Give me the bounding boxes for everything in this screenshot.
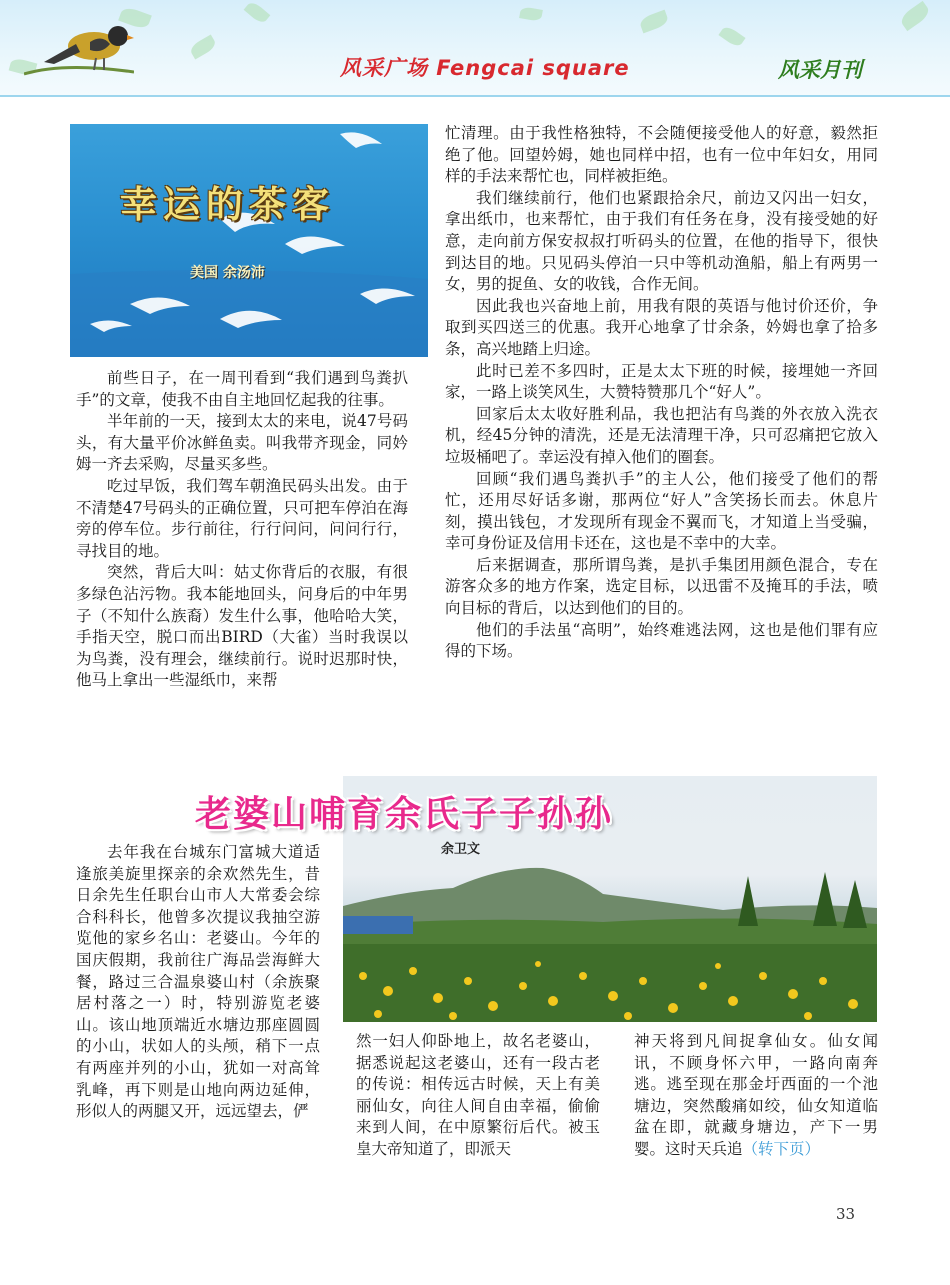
paragraph: 前些日子，在一周刊看到“我们遇到鸟粪扒手”的文章，使我不由自主地回忆起我的往事。 — [76, 369, 408, 409]
paragraph: 因此我也兴奋地上前，用我有限的英语与他讨价还价，争取到买四送三的优惠。我开心地拿了廿余条，妗姆也拿了拾多条，高兴地踏上归途。 — [445, 296, 878, 358]
leaf-decoration — [898, 1, 932, 31]
paragraph: 去年我在台城东门富城大道适逢旅美旋里探亲的余欢然先生，昔日余先生任职台山市人大常委会综合科科长，他曾多次提议我抽空游览他的家乡名山：老婆山。今年的国庆假期，我前往广海品尝海鲜大餐，路过三合温泉婆山村（余族聚居村落之一）时，特别游览老婆山。该山地顶端近水塘边那座圆圆的小山，状如人的头颅，稍下一点有两座并列的小山，犹如一对高耸乳峰，再下则是山地向两边延伸，形似人的两腿又开，远远望去，俨 — [76, 843, 320, 1121]
article1-author: 美国 余汤沛 — [190, 265, 265, 281]
paragraph: 我们继续前行，他们也紧跟拾余尺，前边又闪出一妇女，拿出纸巾，也来帮忙，由于我们有任务在身，没有接受她的好意，走向前方保安叔叔打听码头的位置，在他的指导下，很快到达目的地。只见码头停泊一只中等机动渔船，船上有两男一女，男的捉鱼、女的收钱，合作无间。 — [445, 188, 878, 294]
seagulls-image — [70, 124, 428, 357]
paragraph-continuation — [634, 1031, 878, 1161]
magazine-name: 风采月刊 — [778, 58, 862, 82]
paragraph-text: 神天将到凡间捉拿仙女。仙女闻讯，不顾身怀六甲，一路向南奔逃。逃至现在那金圩西面的一个池塘边，突然酸痛如绞，仙女知道临盆在即，就藏身塘边，产下一男婴。这时天兵追 — [634, 1032, 878, 1158]
continued-next-page-link[interactable]: （转下页） — [742, 1139, 821, 1158]
leaf-decoration — [188, 34, 218, 59]
section-title: 风采广场 Fengcai square — [340, 56, 630, 80]
bird-icon — [24, 14, 134, 84]
leaf-decoration — [638, 10, 669, 34]
paragraph: 此时已差不多四时，正是太太下班的时候，接埋她一齐回家，一路上谈笑风生，大赞特赞那几个“好人”。 — [445, 361, 878, 402]
leaf-decoration — [244, 0, 271, 25]
article1-banner — [70, 124, 428, 357]
paragraph-continuation: 忙清理。由于我性格独特，不会随便接受他人的好意，毅然拒绝了他。回望妗姆，她也同样中招，也有一位中年妇女，用同样的手法来帮忙也，同样被拒绝。 — [445, 124, 878, 186]
article2-column-3 — [634, 1031, 878, 1161]
paragraph: 后来据调查，那所谓鸟粪，是扒手集团用颜色混合，专在游客众多的地方作案，选定目标，以迅雷不及掩耳的手法，喷向目标的背后，以达到他们的目的。 — [445, 555, 878, 618]
page-number: 33 — [836, 1205, 856, 1223]
paragraph: 回顾“我们遇鸟粪扒手”的主人公，他们接受了他们的帮忙，还用尽好话多谢，那两位“好人”含笑扬长而去。休息片刻，摸出钱包，才发现所有现金不翼而飞，才知道上当受骗，幸可身份证及信用卡还在，这也是不幸中的大幸。 — [445, 469, 878, 553]
paragraph: 半年前的一天，接到太太的来电，说47号码头，有大量平价冰鲜鱼卖。叫我带齐现金，同妗姆一齐去采购，尽量买多些。 — [76, 412, 408, 474]
paragraph: 回家后太太收好胜利品，我也把沾有鸟粪的外衣放入洗衣机，经45分钟的清洗，还是无法清理干净，只可忍痛把它放入垃圾桶吧了。幸运没有掉入他们的圈套。 — [445, 404, 878, 466]
paragraph-continuation: 然一妇人仰卧地上，故名老婆山，据悉说起这老婆山，还有一段古老的传说：相传远古时候，天上有美丽仙女，向往人间自由幸福，偷偷来到人间，在中原繁衍后代。被玉皇大帝知道了，即派天 — [356, 1032, 600, 1158]
article1-column-left — [76, 368, 408, 692]
leaf-decoration — [718, 24, 745, 48]
leaf-decoration — [519, 6, 543, 22]
article2-column-2 — [356, 1031, 600, 1161]
paragraph: 突然，背后大叫：姑丈你背后的衣服，有很多绿色沾污物。我本能地回头，问身后的中年男子（不知什么族裔）发生什么事，他哈哈大笑，手指天空，脱口而出BIRD（大雀）当时我误以为鸟粪，没有理会，继续前行。说时迟那时快，他马上拿出一些湿纸巾，来帮 — [76, 563, 408, 690]
article2-title: 老婆山哺育余氏子子孙孙 — [195, 794, 614, 835]
article2-column-1 — [76, 842, 320, 1123]
article1-column-right — [445, 123, 878, 663]
article2-author: 余卫文 — [441, 842, 481, 857]
article1-title: 幸运的茶客 — [120, 183, 335, 226]
paragraph: 他们的手法虽“高明”，始终难逃法网，这也是他们罪有应得的下场。 — [445, 620, 878, 661]
paragraph: 吃过早饭，我们驾车朝渔民码头出发。由于不清楚47号码头的正确位置，只可把车停泊在海旁的停车位。步行前往，行行问问，问问行行，寻找目的地。 — [76, 476, 408, 560]
page-header — [0, 0, 950, 97]
